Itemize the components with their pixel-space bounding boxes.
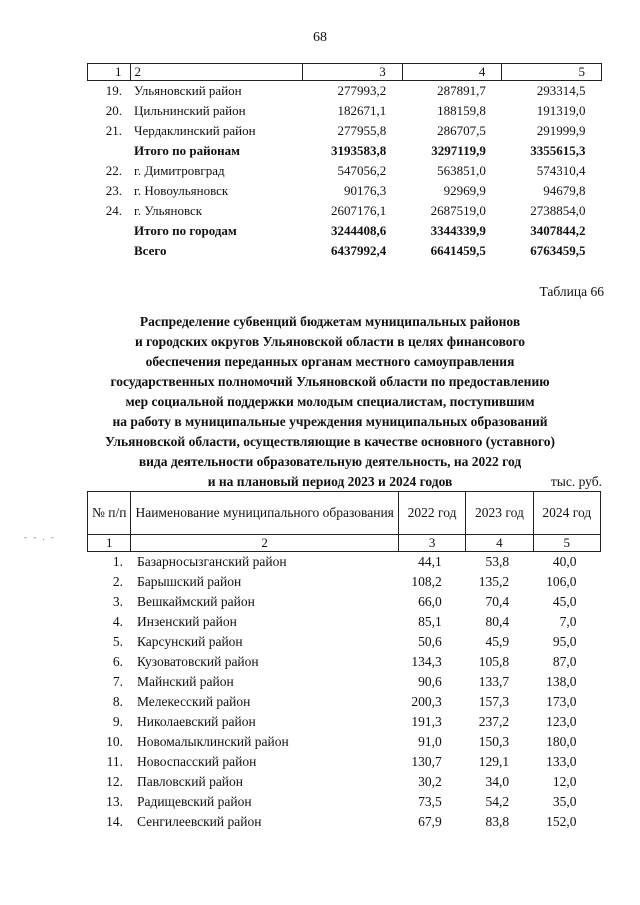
top-table-row [88, 81, 602, 102]
row-name: Новоспасский район [136, 754, 257, 769]
value-2023: 92969,9 [443, 183, 486, 198]
header-number: № п/п [88, 492, 131, 535]
bottom-table-header [88, 492, 601, 535]
value-2022: 30,2 [418, 774, 442, 789]
value-2024: 152,0 [546, 814, 577, 829]
value-2023: 563851,0 [437, 163, 486, 178]
value-2022: 67,9 [418, 814, 442, 829]
caption-line: вида деятельности образовательную деятельность, на 2022 год [138, 454, 522, 469]
value-2022: 2607176,1 [330, 203, 387, 218]
value-2023: 3344339,9 [430, 223, 486, 238]
row-number: 22. [105, 163, 123, 178]
row-name: Николаевский район [136, 714, 256, 729]
row-number: 7. [112, 674, 123, 689]
value-2023: 34,0 [485, 774, 510, 789]
row-name: Павловский район [136, 774, 244, 789]
value-2024: 6763459,5 [530, 243, 586, 258]
value-2022: 85,1 [418, 614, 442, 629]
row-name: Базарносызганский район [136, 554, 287, 569]
row-name: Ульяновский район [134, 83, 242, 98]
value-2024: 123,0 [546, 714, 577, 729]
value-2024: 45,0 [552, 594, 577, 609]
row-name: г. Новоульяновск [134, 183, 229, 198]
top-table-row [88, 221, 602, 241]
value-2024: 40,0 [552, 554, 577, 569]
row-name: Инзенский район [136, 614, 237, 629]
row-name: Кузоватовский район [136, 654, 259, 669]
top-table-row [88, 161, 602, 181]
value-2023: 150,3 [478, 734, 510, 749]
value-2023: 83,8 [485, 814, 510, 829]
value-2024: 106,0 [546, 574, 577, 589]
value-2024: 180,0 [546, 734, 577, 749]
column-number: 3 [398, 535, 465, 552]
value-2023: 129,1 [478, 754, 510, 769]
value-2023: 3297119,9 [431, 143, 486, 158]
row-name: Радищевский район [136, 794, 252, 809]
value-2022: 90,6 [418, 674, 442, 689]
value-2022: 6437992,4 [330, 243, 387, 258]
value-2024: 138,0 [546, 674, 577, 689]
value-2024: 94679,8 [543, 183, 586, 198]
top-table [87, 63, 602, 261]
header-name: Наименование муниципального образования [131, 492, 398, 535]
row-number: 20. [105, 103, 123, 118]
row-number: 19. [105, 83, 123, 98]
row-name: Цильнинский район [134, 103, 246, 118]
value-2022: 547056,2 [337, 163, 387, 178]
value-2024: 7,0 [559, 614, 577, 629]
value-2024: 3355615,3 [530, 143, 586, 158]
value-2024: 173,0 [546, 694, 577, 709]
value-2023: 188159,8 [437, 103, 486, 118]
value-2024: 3407844,2 [530, 223, 586, 238]
bottom-table [87, 491, 601, 832]
value-2023: 105,8 [478, 654, 510, 669]
bottom-table-row [88, 732, 601, 752]
row-name: Вешкаймский район [136, 594, 255, 609]
caption-line: Ульяновской области, осуществляющие в качестве основного (уставного) [105, 434, 555, 449]
value-2023: 6641459,5 [430, 243, 486, 258]
bottom-table-row [88, 652, 601, 672]
bottom-table-row [88, 672, 601, 692]
row-name: Новомалыклинский район [136, 734, 289, 749]
caption-line: и на плановый период 2023 и 2024 годов [207, 474, 453, 489]
table-label: Таблица 66 [539, 284, 604, 299]
row-name: г. Димитровград [134, 163, 225, 178]
value-2023: 70,4 [485, 594, 510, 609]
row-number: 9. [112, 714, 123, 729]
top-table-row [88, 181, 602, 201]
row-number: 8. [112, 694, 123, 709]
column-number: 3 [303, 64, 403, 81]
bottom-table-row [88, 572, 601, 592]
row-name: Итого по городам [134, 223, 237, 238]
value-2024: 35,0 [552, 794, 577, 809]
column-number: 5 [502, 64, 602, 81]
value-2022: 3244408,6 [330, 223, 387, 238]
value-2022: 73,5 [418, 794, 442, 809]
table-caption [60, 312, 600, 492]
bottom-table-row [88, 632, 601, 652]
row-name: Сенгилеевский район [136, 814, 262, 829]
row-number: 10. [106, 734, 123, 749]
value-2022: 3193583,8 [330, 143, 387, 158]
bottom-table-row [88, 612, 601, 632]
row-number: 23. [105, 183, 123, 198]
bottom-table-row [88, 712, 601, 732]
value-2022: 277993,2 [337, 83, 387, 98]
header-2024: 2024 год [533, 492, 600, 535]
row-number: 13. [106, 794, 123, 809]
caption-line: мер социальной поддержки молодым специалистам, поступившим [125, 394, 535, 409]
value-2022: 91,0 [418, 734, 442, 749]
caption-line: и городских округов Ульяновской области в целях финансового [134, 334, 526, 349]
value-2022: 191,3 [411, 714, 442, 729]
bottom-table-row [88, 592, 601, 612]
row-name: Итого по районам [134, 143, 240, 158]
page-number: 68 [313, 30, 327, 45]
row-name: г. Ульяновск [134, 203, 203, 218]
top-table-row [88, 241, 602, 261]
header-2022: 2022 год [398, 492, 465, 535]
top-table-row [88, 201, 602, 221]
value-2024: 87,0 [552, 654, 577, 669]
value-2022: 50,6 [418, 634, 442, 649]
margin-mark: - - . - [24, 532, 56, 542]
bottom-table-row [88, 812, 601, 832]
bottom-table-column-numbers [88, 535, 601, 552]
row-number: 24. [105, 203, 123, 218]
top-table-column-numbers [88, 64, 602, 81]
value-2023: 80,4 [485, 614, 510, 629]
value-2023: 237,2 [478, 714, 510, 729]
value-2024: 291999,9 [536, 123, 586, 138]
column-number: 1 [88, 535, 131, 552]
bottom-table-row [88, 692, 601, 712]
value-2022: 90176,3 [343, 183, 387, 198]
bottom-table-row [88, 792, 601, 812]
row-number: 11. [106, 754, 123, 769]
value-2022: 200,3 [411, 694, 442, 709]
row-name: Мелекесский район [136, 694, 251, 709]
value-2022: 108,2 [411, 574, 442, 589]
value-2023: 157,3 [478, 694, 510, 709]
value-2023: 45,9 [485, 634, 510, 649]
row-name: Майнский район [136, 674, 234, 689]
column-number: 4 [466, 535, 533, 552]
column-number: 5 [533, 535, 600, 552]
bottom-table-row [88, 552, 601, 573]
row-number [88, 221, 131, 241]
caption-line: на работу в муниципальные учреждения муниципальных образований [112, 414, 548, 429]
top-table-row [88, 121, 602, 141]
caption-line: государственных полномочий Ульяновской области по предоставлению [110, 374, 550, 389]
value-2023: 287891,7 [437, 83, 486, 98]
row-name: Карсунский район [136, 634, 243, 649]
value-2023: 54,2 [485, 794, 510, 809]
value-2024: 293314,5 [536, 83, 586, 98]
row-name: Барышский район [136, 574, 242, 589]
bottom-table-row [88, 772, 601, 792]
value-2022: 277955,8 [337, 123, 387, 138]
value-2024: 191319,0 [536, 103, 586, 118]
row-number: 6. [112, 654, 123, 669]
value-2024: 2738854,0 [530, 203, 586, 218]
value-2022: 66,0 [418, 594, 442, 609]
row-number: 12. [106, 774, 123, 789]
top-table-row [88, 141, 602, 161]
caption-line: обеспечения переданных органам местного самоуправления [145, 354, 515, 369]
row-name: Чердаклинский район [134, 123, 256, 138]
value-2022: 182671,1 [337, 103, 387, 118]
value-2022: 134,3 [411, 654, 442, 669]
value-2023: 286707,5 [437, 123, 486, 138]
row-name: Всего [134, 243, 167, 258]
row-number: 3. [112, 594, 123, 609]
column-number: 2 [130, 64, 303, 81]
column-number: 2 [131, 535, 398, 552]
row-number: 5. [112, 634, 123, 649]
value-2023: 135,2 [478, 574, 510, 589]
bottom-table-row [88, 752, 601, 772]
row-number: 21. [105, 123, 123, 138]
units-label: тыс. руб. [550, 474, 602, 489]
value-2024: 95,0 [552, 634, 577, 649]
value-2022: 130,7 [411, 754, 442, 769]
value-2023: 2687519,0 [430, 203, 486, 218]
row-number: 1. [112, 554, 123, 569]
row-number [88, 141, 131, 161]
top-table-row [88, 101, 602, 121]
row-number: 14. [106, 814, 123, 829]
column-number: 1 [88, 64, 131, 81]
value-2023: 133,7 [478, 674, 510, 689]
row-number [88, 241, 131, 261]
value-2024: 574310,4 [536, 163, 586, 178]
caption-line: Распределение субвенций бюджетам муниципальных районов [139, 314, 521, 329]
column-number: 4 [402, 64, 502, 81]
value-2024: 12,0 [552, 774, 577, 789]
value-2023: 53,8 [485, 554, 510, 569]
value-2024: 133,0 [546, 754, 577, 769]
row-number: 2. [112, 574, 123, 589]
header-2023: 2023 год [466, 492, 533, 535]
value-2022: 44,1 [418, 554, 442, 569]
row-number: 4. [112, 614, 123, 629]
